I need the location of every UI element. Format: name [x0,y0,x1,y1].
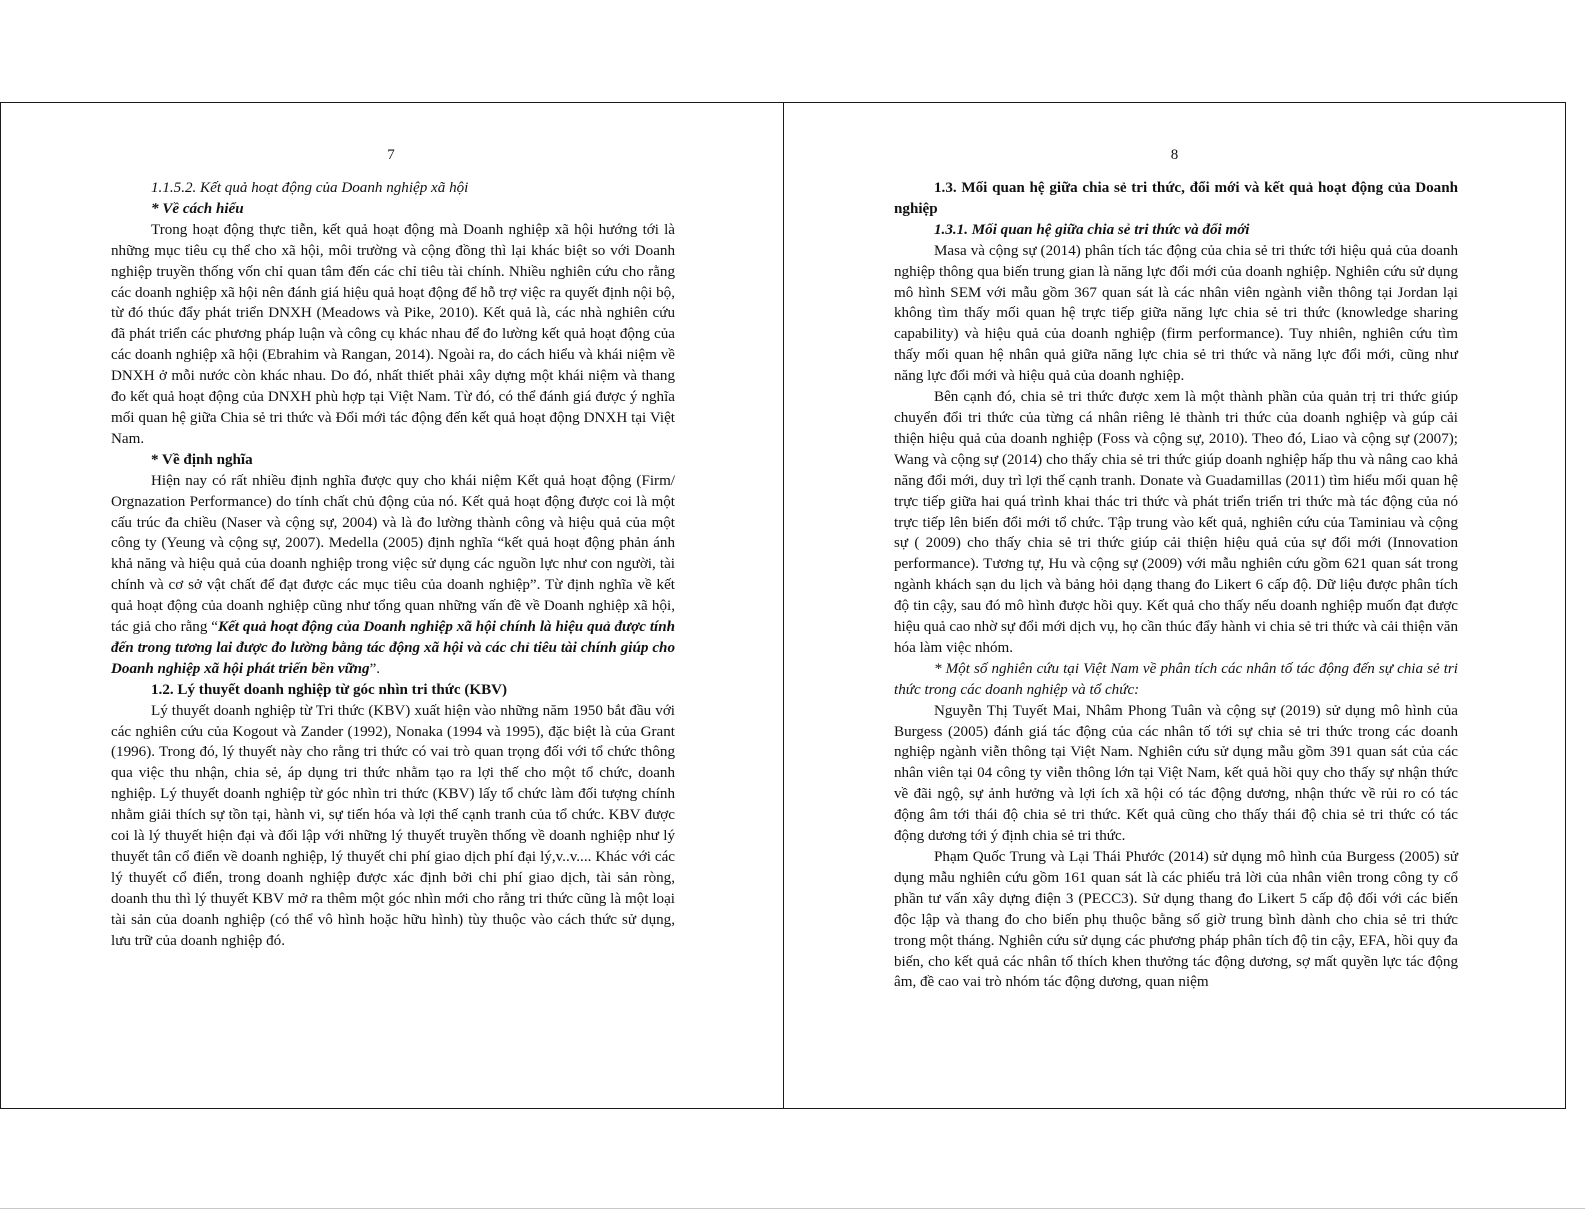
subheading-dinh-nghia: * Về định nghĩa [151,451,253,468]
bottom-divider [0,1208,1585,1209]
section-heading-1-3: 1.3. Mối quan hệ giữa chia sẻ tri thức, đổi mới và kết quả hoạt động của Doanh nghiệp [894,180,1458,217]
italic-subheading: * Một số nghiên cứu tại Việt Nam về phân tích các nhân tố tác động đến sự chia sẻ tri thức trong các doanh nghiệp và tổ chức: [894,660,1458,698]
left-page [1,103,784,1108]
emphasized-definition: Kết quả hoạt động của Doanh nghiệp xã hội chính là hiệu quả được tính đến trong tương lai được đo lường bằng tác động xã hội và các chỉ tiêu tài chính giúp cho Doanh nghiệp xã hội phát triển bền vững [111,619,675,677]
left-page-body [111,178,675,952]
right-page [784,103,1565,1108]
document-spread [0,102,1566,1109]
paragraph-definition [111,471,675,680]
section-heading-1-3-1: 1.3.1. Mối quan hệ giữa chia sẻ tri thức và đổi mới [934,221,1250,238]
paragraph: Nguyễn Thị Tuyết Mai, Nhâm Phong Tuân và cộng sự (2019) sử dụng mô hình của Burgess (2005) đánh giá tác động của các nhân tố tới sự chia sẻ tri thức trong các doanh nghiệp ngành viễn thông tại Việt Nam. Nghiên cứu sử dụng mẫu gồm 391 quan sát của các nhân viên tại 04 công ty viễn thông lớn tại Việt Nam, kết quả hồi quy cho thấy sự nhận thức về đãi ngộ, sự ảnh hưởng và lợi ích xã hội có tác động dương, nhận thức về rủi ro có tác động âm tới thái độ chia sẻ tri thức. Kết quả cũng cho thấy thái độ chia sẻ tri thức có tác động dương tới ý định chia sẻ tri thức. [894,702,1458,845]
paragraph: Masa và cộng sự (2014) phân tích tác động của chia sẻ tri thức tới hiệu quả của doanh nghiệp thông qua biến trung gian là năng lực đổi mới của doanh nghiệp. Nghiên cứu sử dụng mô hình SEM với mẫu gồm 367 quan sát là các nhân viên ngành viễn thông tại Jordan lại không tìm thấy mối quan hệ trực tiếp giữa năng lực chia sẻ tri thức (knowledge sharing capability) và hiệu quả của doanh nghiệp (firm performance). Tuy nhiên, nghiên cứu tìm thấy mối quan hệ nhân quả giữa năng lực chia sẻ tri thức và năng lực đổi mới, cũng như năng lực đổi mới và hiệu quả của doanh nghiệp. [894,242,1458,385]
paragraph: Lý thuyết doanh nghiệp từ Tri thức (KBV) xuất hiện vào những năm 1950 bắt đầu với các nghiên cứu của Kogout và Zander (1992), Nonaka (1994 và 1995), đặc biệt là của Grant (1996). Trong đó, lý thuyết này cho rằng tri thức có vai trò quan trọng đối với tổ chức thông qua việc thu nhận, chia sẻ, áp dụng tri thức nhằm tạo ra lợi thế cho một tổ chức, doanh nghiệp. Lý thuyết doanh nghiệp từ góc nhìn tri thức (KBV) lấy tổ chức làm đối tượng chính nhằm giải thích sự tồn tại, hành vi, sự tiến hóa và lợi thế cạnh tranh của tổ chức. KBV được coi là lý thuyết hiện đại và đối lập với những lý thuyết truyền thống về doanh nghiệp như lý thuyết tân cổ điển về doanh nghiệp, lý thuyết chi phí giao dịch phí đại lý,v..v.... Khác với các lý thuyết cổ điển, trong doanh nghiệp được xác định bởi chi phí giao dịch, tài sản ròng, doanh thu thì lý thuyết KBV mở ra thêm một góc nhìn mới cho rằng tri thức cũng là một loại tài sản của doanh nghiệp (có thể vô hình hoặc hữu hình) tùy thuộc vào cách thức sử dụng, lưu trữ của doanh nghiệp đó. [111,702,675,949]
page-number-right: 8 [1170,147,1179,163]
paragraph-text: Hiện nay có rất nhiều định nghĩa được quy cho khái niệm Kết quả hoạt động (Firm/ Orgnazation Performance) do tính chất chủ động của nó. Kết quả hoạt động được coi là một cấu trúc đa chiều (Naser và cộng sự, 2004) và là đo lường thành công và hiệu quả của một công ty (Yeung và cộng sự, 2007). Medella (2005) định nghĩa “kết quả hoạt động phản ánh khả năng và hiệu quả của doanh nghiệp trong việc sử dụng các nguồn lực như con người, tài chính và cơ sở vật chất để đạt được các mục tiêu của doanh nghiệp”. Từ định nghĩa về kết quả hoạt động của doanh nghiệp cũng như tổng quan những vấn đề về Doanh nghiệp xã hội, tác giả cho rằng “ [111,472,675,636]
paragraph: Trong hoạt động thực tiễn, kết quả hoạt động mà Doanh nghiệp xã hội hướng tới là những mục tiêu cụ thể cho xã hội, môi trường và cộng đồng thì lại khác biệt so với Doanh nghiệp truyền thống vốn chỉ quan tâm đến các chỉ tiêu tài chính. Nhiều nghiên cứu cho rằng các doanh nghiệp xã hội nên đánh giá hiệu quả hoạt động để hỗ trợ việc ra quyết định nội bộ, từ đó thúc đẩy phát triển DNXH (Meadows và Pike, 2010). Kết quả là, các nhà nghiên cứu đã phát triển các phương pháp luận và công cụ khác nhau để đo lường kết quả hoạt động của các doanh nghiệp xã hội (Ebrahim và Rangan, 2014). Ngoài ra, do cách hiểu và khái niệm về DNXH ở mỗi nước còn khác nhau. Do đó, nhất thiết phải xây dựng một khái niệm và thang đo kết quả hoạt động của DNXH phù hợp tại Việt Nam. Từ đó, có thể đánh giá được ý nghĩa mối quan hệ giữa Chia sẻ tri thức và Đổi mới tác động đến kết quả hoạt động DNXH tại Việt Nam. [111,221,675,447]
paragraph-text-end: ”. [369,660,381,677]
subheading-cach-hieu: * Về cách hiểu [151,200,244,217]
paragraph: Phạm Quốc Trung và Lại Thái Phước (2014) sử dụng mô hình của Burgess (2005) sử dụng mẫu nghiên cứu gồm 161 quan sát là các phiếu trả lời của nhân viên trong công ty cổ phần tư vấn xây dựng điện 3 (PECC3). Sử dụng thang đo Likert 5 cấp độ đối với các biến độc lập và thang đo cho biến phụ thuộc bằng số giờ trung bình dành cho chia sẻ tri thức trong một tháng. Nghiên cứu sử dụng các phương pháp phân tích độ tin cậy, EFA, hồi quy đa biến, cho kết quả các nhân tố thích khen thưởng tác động dương, sợ mất quyền lực tác động âm, đề cao vai trò nhóm tác động dương, quan niệm [894,849,1458,991]
right-page-body [894,178,1458,993]
section-heading-1-1-5-2: 1.1.5.2. Kết quả hoạt động của Doanh nghiệp xã hội [151,180,469,196]
page-number-left: 7 [387,147,395,163]
paragraph: Bên cạnh đó, chia sẻ tri thức được xem là một thành phần của quản trị tri thức giúp chuyển đổi tri thức của từng cá nhân riêng lẻ thành tri thức của doanh nghiệp và gúp cải thiện hiệu quả của doanh nghiệp (Foss và cộng sự, 2010). Theo đó, Liao và cộng sự (2007); Wang và cộng sự (2014) cho thấy chia sẻ tri thức giúp doanh nghiệp hấp thu và nâng cao khả năng đổi mới, duy trì lợi thế cạnh tranh. Donate và Guadamillas (2011) tìm hiểu mối quan hệ trực tiếp giữa hai quá trình khai thác tri thức và phát triển triển tri thức mà tác động của nó trực tiếp lên biến đổi mới tổ chức. Tập trung vào kết quả, nghiên cứu của Taminiau và cộng sự ( 2009) cho thấy chia sẻ tri thức giúp cải thiện hiệu quả của sự đổi mới (Innovation performance). Tương tự, Hu và cộng sự (2009) với mẫu nghiên cứu gồm 621 quan sát trong ngành khách sạn du lịch và bảng hỏi dạng thang đo Likert 6 cấp độ. Dữ liệu được phân tích độ tin cậy, sau đó mô hình được hồi quy. Kết quả cho thấy nếu doanh nghiệp muốn đạt được hiệu quả cao nhờ sự đổi mới dịch vụ, họ cần thúc đẩy hành vi chia sẻ tri thức và cải thiện văn hóa làm việc nhóm. [894,389,1458,656]
section-heading-1-2: 1.2. Lý thuyết doanh nghiệp từ góc nhìn tri thức (KBV) [151,681,508,698]
